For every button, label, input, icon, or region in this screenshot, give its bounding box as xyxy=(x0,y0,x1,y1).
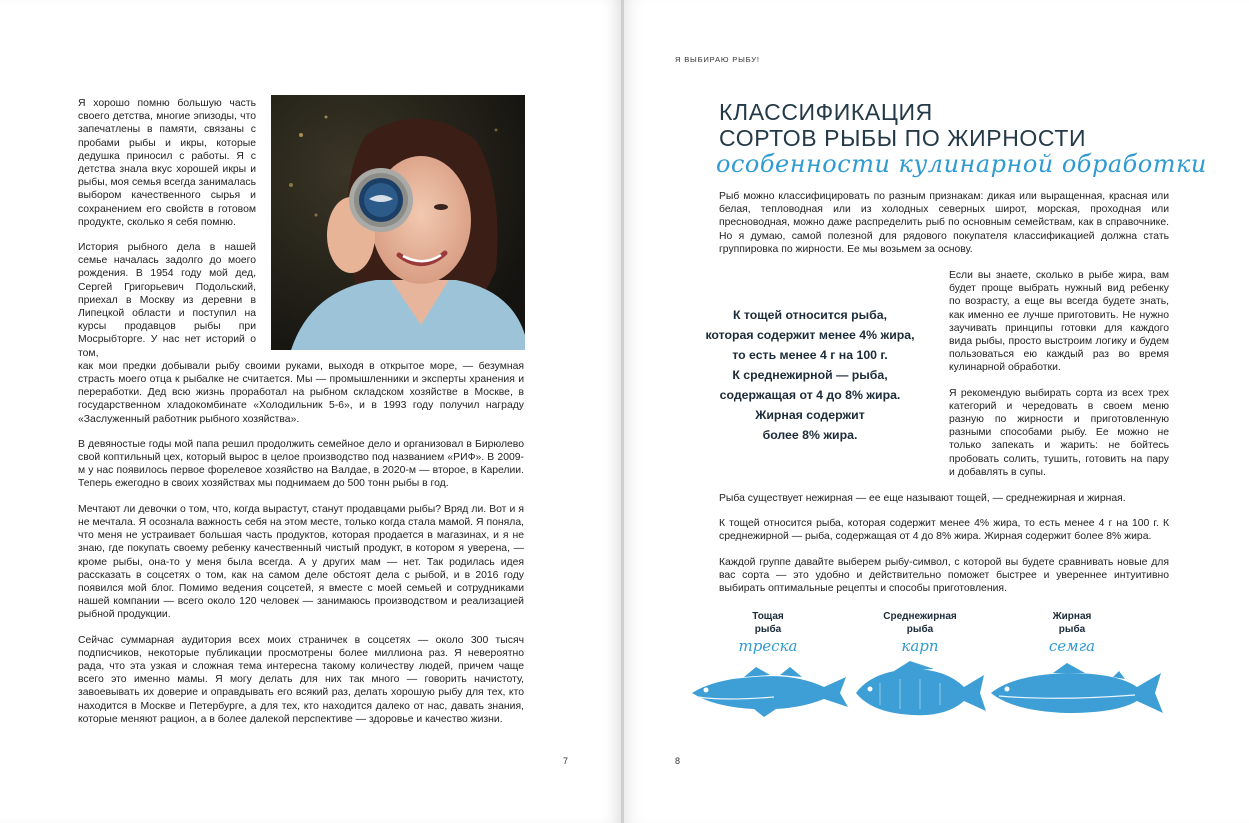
salmon-icon xyxy=(987,659,1167,723)
highlight-line: Жирная содержит xyxy=(755,408,865,422)
highlight-line: то есть менее 4 г на 100 г. xyxy=(732,348,888,362)
paragraph: Я рекомендую выбирать сорта из всех трех категорий и чередовать в своем меню разную по жирности и приготовленную разными способами рыбу. Ее можно не только запекать и жарить: не бойтесь пробовать солить, тушить, готовить на пару и добавлять в супы. xyxy=(949,387,1169,478)
fish-card-salmon xyxy=(987,610,1157,723)
highlight-line: которая содержит менее 4% жира, xyxy=(705,328,915,342)
side-text-column xyxy=(949,269,1169,491)
fish-name: треска xyxy=(738,637,798,655)
intro-paragraph xyxy=(719,190,1169,268)
highlight-line: К среднежирной — рыба, xyxy=(732,368,888,382)
fish-label: рыба xyxy=(754,624,782,635)
page-number-right: 8 xyxy=(675,756,681,766)
paragraph: Сейчас суммарная аудитория всех моих страничек в соцсетях — около 300 тысяч подписчиков, некоторые публикации просмотрены более миллиона раз. Я невероятно рада, что эта узкая и сложная тема интересна такому количеству людей, причем чаще всего это именно мамы. Я могу делать для них так много — говорить начистоту, завоевывать их доверие и оправдывать его всякий раз, делать хорошую рыбу для тех, кто находится в Москве и Петербурге, а для тех, кто находится далеко от нас, давать знания, которые меняют рацион, а в более далекой перспективе — здоровье и качество жизни. xyxy=(78,634,524,725)
title-line: КЛАССИФИКАЦИЯ xyxy=(719,99,933,125)
page-number-left: 7 xyxy=(563,756,569,766)
page-title xyxy=(719,99,1086,151)
carp-icon xyxy=(850,659,990,723)
paragraph: Рыба существует нежирная — ее еще называют тощей, — среднежирная и жирная. xyxy=(719,493,1126,504)
highlight-line: К тощей относится рыба, xyxy=(732,308,888,322)
fish-name: семга xyxy=(1048,637,1096,655)
paragraph: Я хорошо помню большую часть своего детства, многие эпизоды, что запечатлены в памяти, связаны с пробами рыбы и икры, которые дедушка приносил с работы. Я с детства знала вкус хорошей икры и рыбы, моя семья всегда занималась выбором качественного сырья и сохранением его свойств в готовом продукте, сколько я себя помню. xyxy=(78,98,256,228)
left-page xyxy=(0,0,622,823)
paragraph: История рыбного дела в нашей семье началась задолго до моего рождения. В 1954 году мой дед, Сергей Григорьевич Подольский, приехал в Москву из деревни в Липецкой области и поступил на курсы продавцов рыбы при Мосрыбторге. У нас нет историй о том, xyxy=(78,242,256,359)
fish-label: рыба xyxy=(906,624,934,635)
fish-label: Жирная xyxy=(1052,611,1092,622)
lower-text-column xyxy=(719,492,1169,607)
paragraph: Каждой группе давайте выберем рыбу-символ, с которой вы будете сравнивать новые для вас сорта — это удобно и действительно поможет быстрее и увереннее интуитивно выбирать оптимальные рецепты и способы приготовления. xyxy=(719,556,1169,595)
paragraph: как мои предки добывали рыбу своими руками, выходя в открытое море, — безумная страсть моего отца к рыбалке не считается. Мы — промышленники и эксперты хранения и переработки. Дед всю жизнь проработал на рыбном складском хозяйстве в Москве, в государственном хладокомбинате «Холодильник 5-6», и в 1993 году получил награду «Заслуженный работник рыбного хозяйства». xyxy=(78,360,524,425)
highlight-line: более 8% жира. xyxy=(762,428,858,442)
fish-label: Тощая xyxy=(752,611,784,622)
fish-label: Среднежирная xyxy=(883,611,957,622)
fish-card-cod xyxy=(683,610,853,723)
paragraph: К тощей относится рыба, которая содержит менее 4% жира, то есть менее 4 г на 100 г. К среднежирной — рыба, содержащая от 4 до 8% жира. Жирная содержит более 8% жира. xyxy=(719,518,1169,543)
paragraph: Мечтают ли девочки о том, что, когда вырастут, станут продавцами рыбы? Вряд ли. Вот и я не мечтала. Я осознала важность себя на этом месте, только когда стала мамой. Я поняла, что меня не устраивает большая часть продуктов, которая продается в магазинах, и я не знаю, где покупать своему ребенку качественный чистый продукт, в котором я уверена, — кроме рыбы, она-то у меня была всегда. А у других мам — нет. Так родилась идея рассказать в соцсетях о том, как на самом деле обстоят дела с рыбой, и в 2016 году появился мой блог. Помимо ведения соцсетей, я вместе с моей семьей и сотрудниками нашей компании — всего около 120 человек — занимаюсь производством и реализацией рыбной продукции. xyxy=(78,503,524,621)
fat-content-highlight xyxy=(694,305,926,445)
paragraph: Рыб можно классифицировать по разным признакам: дикая или выращенная, красная или белая, тепловодная или из холодных северных широт, морская, проходная или пресноводная, можно даже распределить рыб по основным семействам, как в справочнике. Но я думаю, самой полезной для рядового покупателя классификацией должна стать группировка по жирности. Ее мы возьмем за основу. xyxy=(719,191,1169,255)
page-subtitle: особенности кулинарной обработки xyxy=(716,150,1207,178)
right-page xyxy=(624,0,1249,823)
fish-card-carp xyxy=(835,610,1005,723)
running-head: Я ВЫБИРАЮ РЫБУ! xyxy=(675,55,760,64)
title-line: СОРТОВ РЫБЫ ПО ЖИРНОСТИ xyxy=(719,125,1087,151)
paragraph: В девяностые годы мой папа решил продолжить семейное дело и организовал в Бирюлево свой коптильный цех, который вырос в целое производство под названием «РИФ». В 2009-м у нас появилось первое форелевое хозяйство на Валдае, в 2020-м — второе, в Карелии. Теперь ежегодно в своих хозяйствах мы поднимаем до 500 тонн рыбы в год. xyxy=(78,438,524,490)
fish-label: рыба xyxy=(1058,624,1086,635)
cod-icon xyxy=(684,659,852,723)
paragraph: Если вы знаете, сколько в рыбе жира, вам будет проще выбрать нужный вид ребенку по возрасту, а еще вы всегда будете знать, как именно ее лучше приготовить. Не нужно заучивать принципы готовки для каждого вида рыбы, просто выстроим логику и будем пользоваться ею каждый раз во время кулинарной обработки. xyxy=(949,270,1169,374)
left-text-column xyxy=(78,97,524,738)
fish-name: карп xyxy=(901,637,939,655)
highlight-line: содержащая от 4 до 8% жира. xyxy=(719,388,901,402)
